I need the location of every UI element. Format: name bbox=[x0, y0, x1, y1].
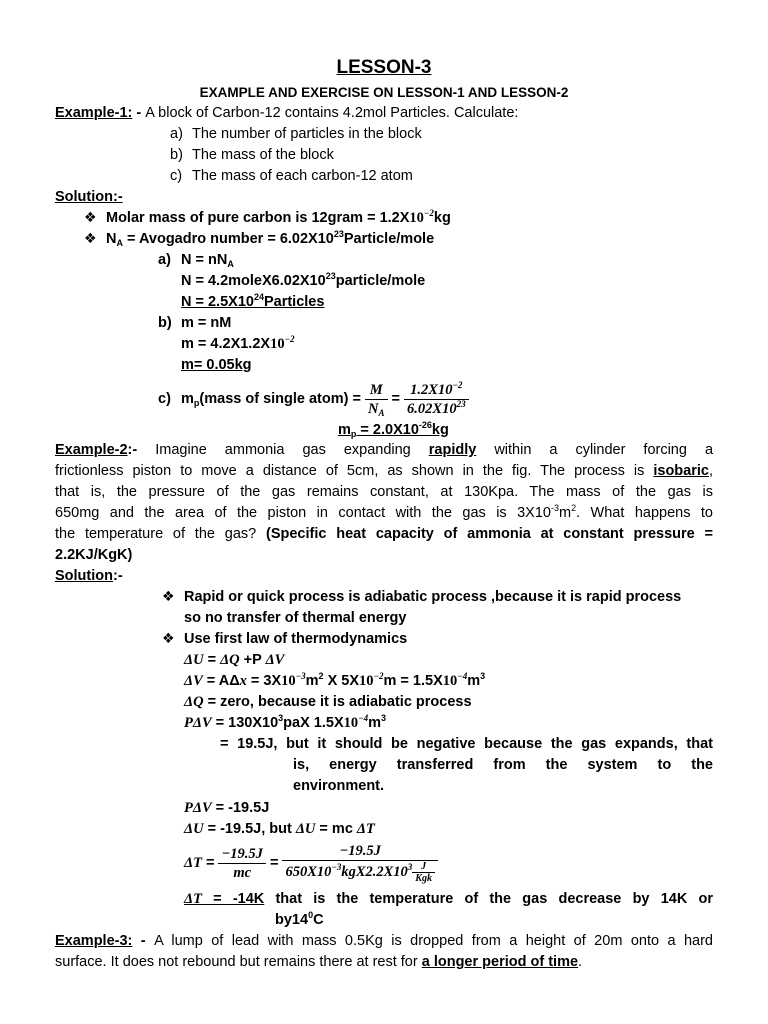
example-2-line-6: 2.2KJ/KgK) bbox=[55, 547, 133, 563]
part-b-substitution: $m = 4.2X1.2X10^{-2}$ bbox=[181, 334, 295, 352]
volume-change-equation: $\Delta V = A\Delta x = 3X10^{-3}m^2$ X $5X10^{-2}m = 1.5X10^{-4}m^3$ bbox=[184, 671, 486, 689]
fraction-numeric-temperature: −19.5J $650X10^{-3}kgX2.2X10^3$ $\frac{J}{\text{Kgk}}$ bbox=[282, 842, 438, 884]
example-3-line-1: Example-3: - A lump of lead with mass 0.5Kg is dropped from a height of 20m onto a hard bbox=[55, 933, 713, 949]
example-1-text: A block of Carbon-12 contains 4.2mol Particles. Calculate: bbox=[145, 105, 519, 121]
example-2-line-1: Example-2:- Imagine ammonia gas expanding rapidly within a cylinder forcing a bbox=[55, 442, 714, 458]
example-1-line: Example-1: - A block of Carbon-12 contains 4.2mol Particles. Calculate: bbox=[55, 105, 519, 121]
fraction-m-over-na: $\frac{M}{N_A}$ bbox=[365, 381, 388, 418]
solution-1-label: Solution:- bbox=[55, 189, 123, 205]
example-2-line-3: that is, the pressure of the gas remains constant, at 130Kpa. The mass of the gas is bbox=[55, 484, 713, 500]
example-2-label: Example-2 bbox=[55, 442, 128, 458]
heat-zero-line: ΔQ = zero, because it is adiabatic process bbox=[184, 694, 472, 710]
example-1-item-a: a) The number of particles in the block bbox=[170, 126, 422, 142]
part-a-substitution: $N = 4.2moleX6.02X10^{23}particle$/mole bbox=[181, 271, 426, 289]
molar-mass-line: ❖ Molar mass of pure carbon is 12gram = $1.2X10^{-2}kg$ bbox=[84, 208, 451, 229]
work-negative-line: PΔV = -19.5J bbox=[184, 800, 270, 816]
internal-energy-line: ΔU = -19.5J, but ΔU = mc ΔT bbox=[184, 821, 375, 837]
diamond-bullet-icon: ❖ bbox=[162, 631, 175, 647]
first-law-point: ❖ Use first law of thermodynamics bbox=[162, 629, 407, 650]
part-b-letter: b) bbox=[158, 315, 172, 331]
solution-2-label: Solution:- bbox=[55, 568, 123, 584]
adiabatic-point-cont: so no transfer of thermal energy bbox=[184, 610, 407, 626]
part-c-letter: c) bbox=[158, 391, 171, 407]
diamond-bullet-icon: ❖ bbox=[84, 231, 97, 247]
temperature-result-cont: $by14^0C$ bbox=[275, 910, 324, 928]
page-subtitle: EXAMPLE AND EXERCISE ON LESSON-1 AND LESSON-2 bbox=[199, 85, 569, 100]
work-result-line-1: = 19.5J, but it should be negative because the gas expands, that bbox=[220, 736, 713, 752]
temperature-change-equation: ΔT = $\frac{-19.5J}{mc}$ = −19.5J $650X10^{-3}kgX2.2X10^3$ $\frac{J}{\text{Kgk}}$ bbox=[184, 838, 438, 888]
part-a-formula: $N = nN_A$ bbox=[181, 252, 234, 269]
part-b-result: m= 0.05kg bbox=[181, 357, 252, 373]
avogadro-line: ❖ $N_A$ = Avogadro number = $6.02X10^{23}Particle$/mole bbox=[84, 229, 435, 248]
example-3-line-2: surface. It does not rebound but remains there at rest for a longer period of time. bbox=[55, 954, 583, 970]
example-2-line-4: 650mg and the area of the piston in contact with the gas is $3X10^{-3}m^2$. What happens to bbox=[55, 503, 713, 521]
part-c-formula: $m_p(mass$ of single atom) = $\frac{M}{N_A}$ = $\frac{1.2X10^{-2}}{6.02X10^{23}}$ bbox=[181, 378, 469, 420]
fraction-numeric: $\frac{1.2X10^{-2}}{6.02X10^{23}}$ bbox=[404, 381, 469, 418]
temperature-result-line: ΔT = -14K that is the temperature of the gas decrease by 14K or bbox=[184, 891, 713, 907]
example-3-label: Example-3: bbox=[55, 933, 133, 949]
diamond-bullet-icon: ❖ bbox=[84, 210, 97, 226]
part-b-formula: m = nM bbox=[181, 315, 232, 331]
work-result-line-2: is, energy transferred from the system to the bbox=[293, 757, 713, 773]
example-2-line-5: the temperature of the gas? (Specific heat capacity of ammonia at constant pressure = bbox=[55, 526, 714, 542]
part-a-letter: a) bbox=[158, 252, 171, 268]
part-a-result: $N = 2.5X10^{24}Particles$ bbox=[181, 292, 325, 310]
fraction-work-over-mc: $\frac{-19.5J}{mc}$ bbox=[218, 845, 265, 882]
diamond-bullet-icon: ❖ bbox=[162, 589, 175, 605]
first-law-equation: ΔU = ΔQ +P ΔV bbox=[184, 652, 285, 668]
example-1-label: Example-1: bbox=[55, 105, 133, 121]
example-2-line-2: frictionless piston to move a distance of 5cm, as shown in the fig. The process is isobaric, bbox=[55, 463, 713, 479]
example-1-item-c: c) The mass of each carbon-12 atom bbox=[170, 168, 413, 184]
example-1-item-b: b) The mass of the block bbox=[170, 147, 334, 163]
part-c-result: $m_p = 2.0X10^{-26}kg$ bbox=[338, 420, 449, 439]
page-title: LESSON-3 bbox=[336, 57, 432, 78]
work-equation: $P\Delta V = 130X10^3paX$ $1.5X10^{-4}m^3$ bbox=[184, 713, 387, 731]
work-result-line-3: environment. bbox=[293, 778, 385, 794]
adiabatic-point: ❖ Rapid or quick process is adiabatic process ,because it is rapid process bbox=[162, 587, 714, 608]
